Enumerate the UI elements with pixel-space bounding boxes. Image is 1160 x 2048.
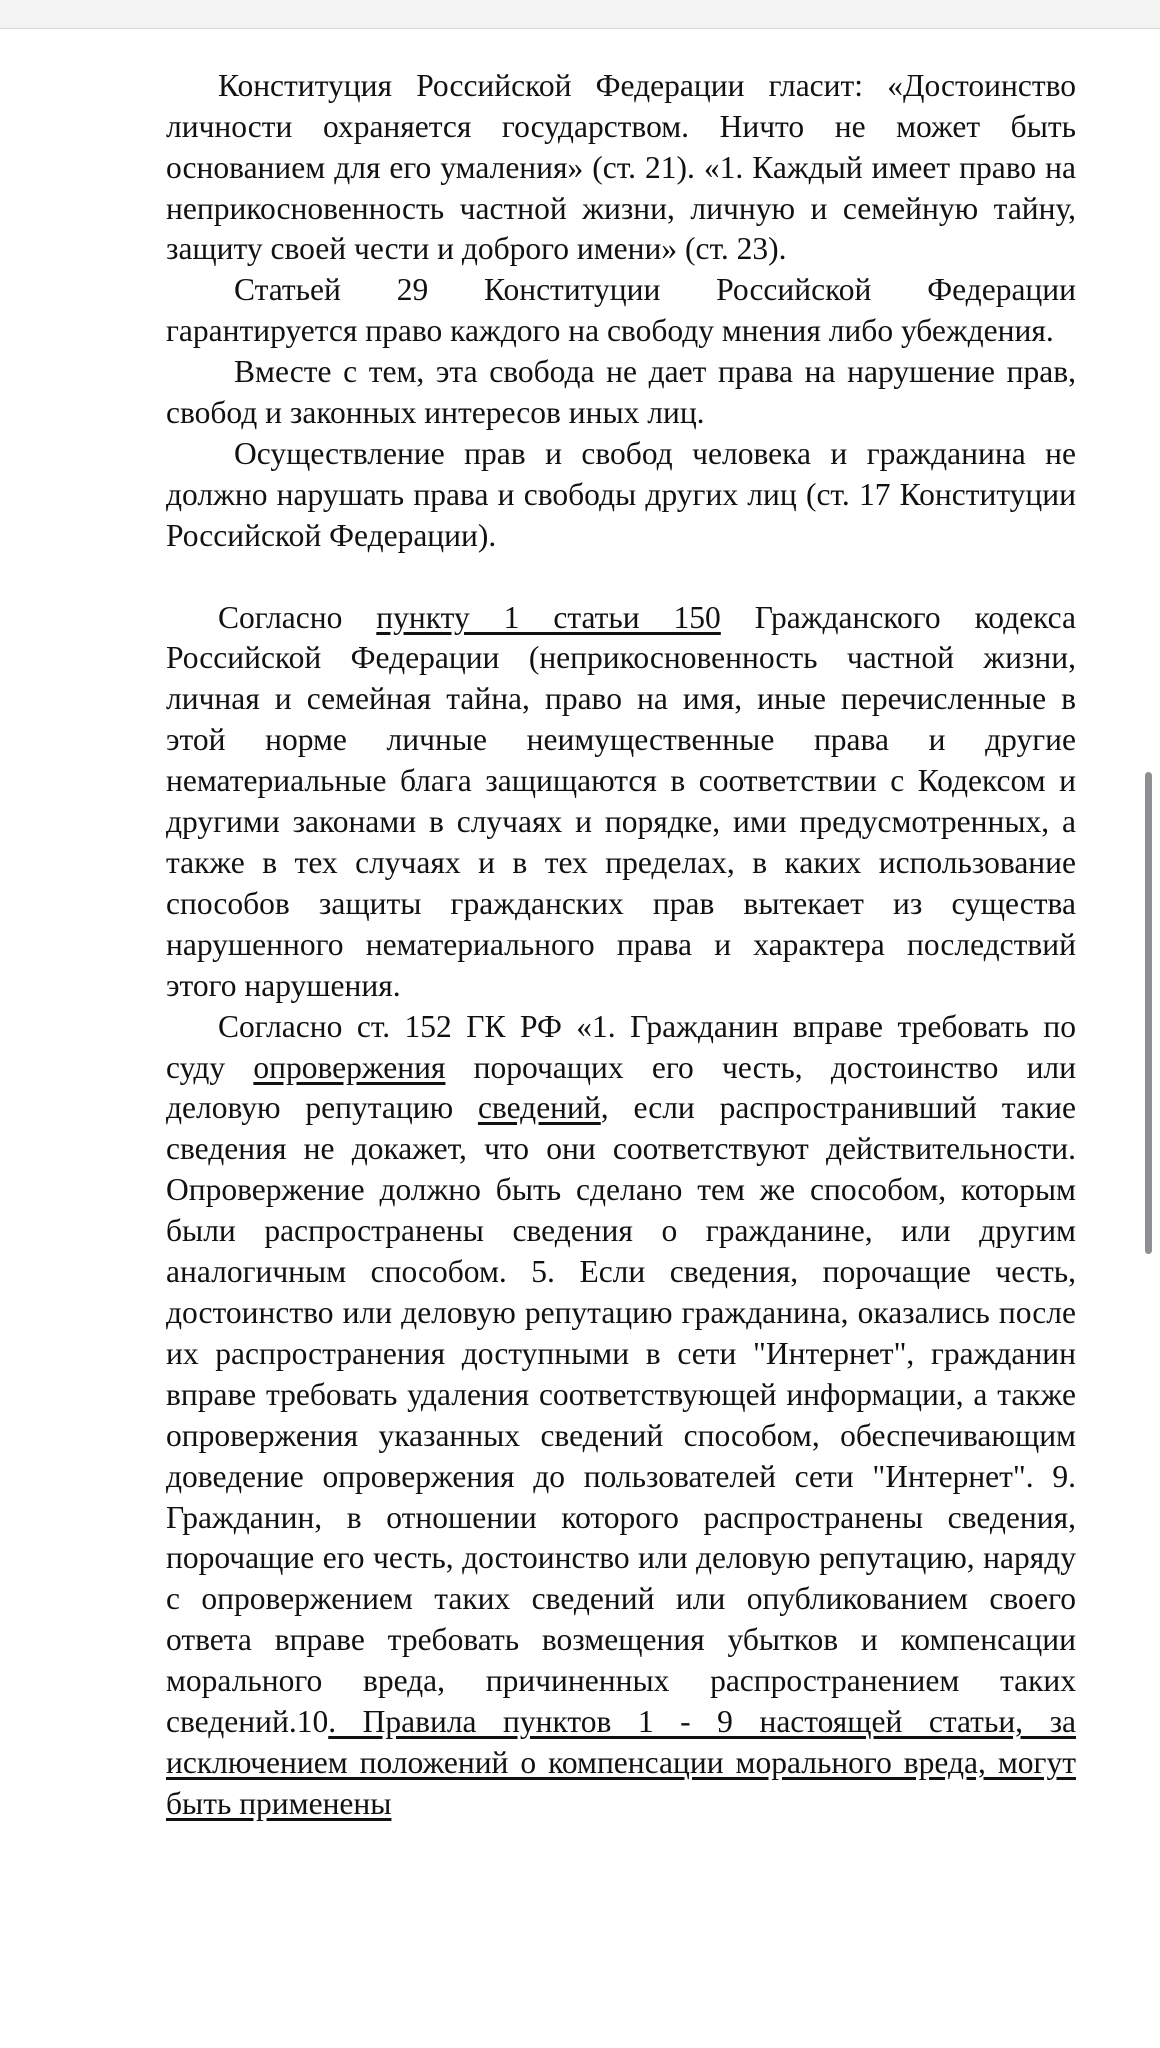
paragraph-gap xyxy=(166,25,1076,66)
paragraph-gap xyxy=(166,557,1076,598)
paragraph-article-17: Осуществление прав и свобод человека и гражданина не должно нарушать права и свободы других лиц (ст. 17 Конституции Российской Федерации). xyxy=(166,435,1076,553)
text-segment: порочащих его честь, достоинство или деловую репутацию xyxy=(166,1049,1077,1126)
link-refutation[interactable]: опровержения xyxy=(253,1049,446,1085)
link-article-150[interactable]: пункту 1 статьи 150 xyxy=(376,599,721,635)
link-information[interactable]: сведений xyxy=(477,1090,601,1126)
paragraph-article-29: Статьей 29 Конституции Российской Федерации гарантируется право каждого на свободу мнения либо убеждения. xyxy=(166,272,1076,349)
document-body xyxy=(166,0,1076,1825)
paragraph-article-152 xyxy=(166,1007,1076,1825)
paragraph-constitution-dignity: Конституция Российской Федерации гласит: «Достоинство личности охраняется государством. Ничто не может быть основанием для его умаления» (ст. 21). «1. Каждый имеет право на неприкосновенность частной жизни, личную и семейную тайну, защиту своей чести и доброго имени» (ст. 23). xyxy=(166,67,1076,267)
text-segment: Согласно xyxy=(218,599,377,635)
paragraph-freedom-limits: Вместе с тем, эта свобода не дает права на нарушение прав, свобод и законных интересов иных лиц. xyxy=(166,354,1076,431)
vertical-scrollbar[interactable] xyxy=(1145,772,1152,1254)
text-segment: , если распространивший такие сведения не докажет, что они соответствуют действительности. Опровержение должно быть сделано тем же способом, которым были распространены сведения о гражданине, или другим аналогичным способом. 5. Если сведения, порочащие честь, достоинство или деловую репутацию гражданина, оказались после их распространения доступными в сети "Интернет", гражданин вправе требовать удаления соответствующей информации, а также опровержения указанных сведений способом, обеспечивающим доведение опровержения до пользователей сети "Интернет". 9. Гражданин, в отношении которого распространены сведения, порочащие его честь, достоинство или деловую репутацию, наряду с опровержением таких сведений или опубликованием своего ответа вправе требовать возмещения убытков и компенсации морального вреда, причиненных распространением таких сведений.10 xyxy=(166,1090,1076,1740)
link-rules-points-1-9[interactable]: . Правила пунктов 1 - 9 настоящей статьи, за исключением положений о компенсации морального вреда, могут быть применены xyxy=(166,1704,1076,1821)
browser-top-bar xyxy=(0,0,1160,29)
text-segment: Гражданского кодекса Российской Федерации (неприкосновенность частной жизни, личная и семейная тайна, право на имя, иные перечисленные в этой норме личные неимущественные права и другие нематериальные блага защищаются в соответствии с Кодексом и другими законами в случаях и порядке, ими предусмотренных, а также в тех случаях и в тех пределах, в каких использование способов защиты гражданских прав вытекает из существа нарушенного нематериального права и характера последствий этого нарушения. xyxy=(166,599,1076,1003)
paragraph-article-150 xyxy=(166,598,1076,1007)
text-segment: Согласно ст. 152 ГК РФ «1. Гражданин вправе требовать по суду xyxy=(166,1008,1076,1085)
